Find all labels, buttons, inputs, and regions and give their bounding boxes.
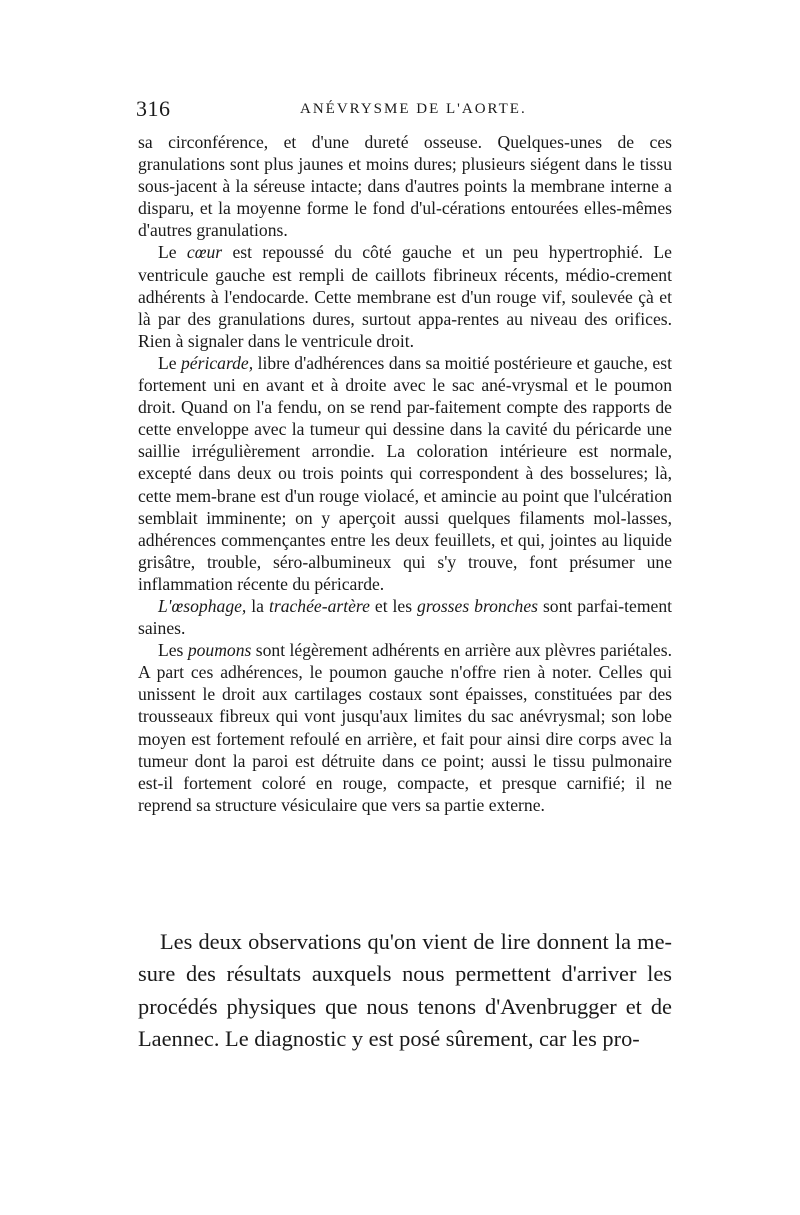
term-coeur: cœur — [186, 242, 223, 263]
paragraph-granulations: sa circonférence, et d'une dureté osseuse. Quelques-unes de ces granulations sont plus jaunes et moins dures; plusieurs siégent dans le tissu sous-jacent à la séreuse intacte; dans d'autres points la membrane interne a disparu, et la moyenne forme le fond d'ul-cérations entourées elles-mêmes d'autres granulations. — [138, 132, 672, 241]
paragraph-poumons: Les poumons sont légèrement adhérents en arrière aux plèvres pariétales. A part ces adhérences, le poumon gauche n'offre rien à noter. Celles qui unissent le droit aux cartilages costaux sont épaisses, constituées par des trousseaux fibreux qui vont jusqu'aux limites du sac anévrysmal; son lobe moyen est fortement refoulé en arrière, et fait pour ainsi dire corps avec la tumeur dont la paroi est détruite dans ce point; aussi le tissu pulmonaire est-il fortement coloré en rouge, compacte, et presque carnifié; il ne reprend sa structure vésiculaire que vers sa partie externe. — [138, 640, 672, 815]
term-poumons: poumons — [187, 640, 252, 661]
term-bronches: grosses bronches — [417, 595, 538, 616]
paragraph-observations: Les deux observations qu'on vient de lire donnent la me-sure des résultats auxquels nous permettent d'arriver les procédés physiques que nous tenons d'Avenbrugger et de Laennec. Le diagnostic y est posé sûrement, car les pro- — [138, 929, 672, 1052]
paragraph-oesophage: L'œsophage, la trachée-artère et les grosses bronches sont parfai-tement saines. — [138, 595, 673, 639]
paragraph-coeur: Le cœur est repoussé du côté gauche et un peu hypertrophié. Le ventricule gauche est rempli de caillots fibrineux récents, médio-crement adhérents à l'endocarde. Cette membrane est d'un rouge vif, soulevée çà et là par des granulations dures, surtout appa-rentes au niveau des orifices. Rien à signaler dans le ventricule droit. — [138, 242, 672, 351]
term-oesophage: L'œsophage, — [158, 595, 247, 616]
term-trachee: trachée-artère — [268, 595, 370, 616]
running-header — [136, 96, 666, 126]
small-print-body — [138, 131, 672, 816]
paragraph-pericarde: Le péricarde, libre d'adhérences dans sa moitié postérieure et gauche, est fortement uni en avant et à droite avec le sac ané-vrysmal et le poumon droit. Quand on l'a fendu, on se rend par-faitement compte des rapports de cette enveloppe avec la tumeur qui dessine dans la cavité du péricarde une saillie irrégulièrement arrondie. La coloration intérieure est normale, excepté dans deux ou trois points qui correspondent à des bosselures; là, cette mem-brane est d'un rouge violacé, et amincie au point que l'ulcération semblait imminente; on y aperçoit aussi quelques filaments mol-lasses, adhérences commençantes entre les deux feuillets, et qui, jointes au liquide grisâtre, trouble, séro-albumineux qui s'y trouve, font présumer une inflammation récente du péricarde. — [138, 352, 672, 594]
running-title: ANÉVRYSME DE L'AORTE. — [300, 101, 527, 117]
page-number: 316 — [136, 96, 171, 121]
term-pericarde: péricarde, — [181, 352, 254, 373]
large-print-body — [138, 926, 672, 1056]
